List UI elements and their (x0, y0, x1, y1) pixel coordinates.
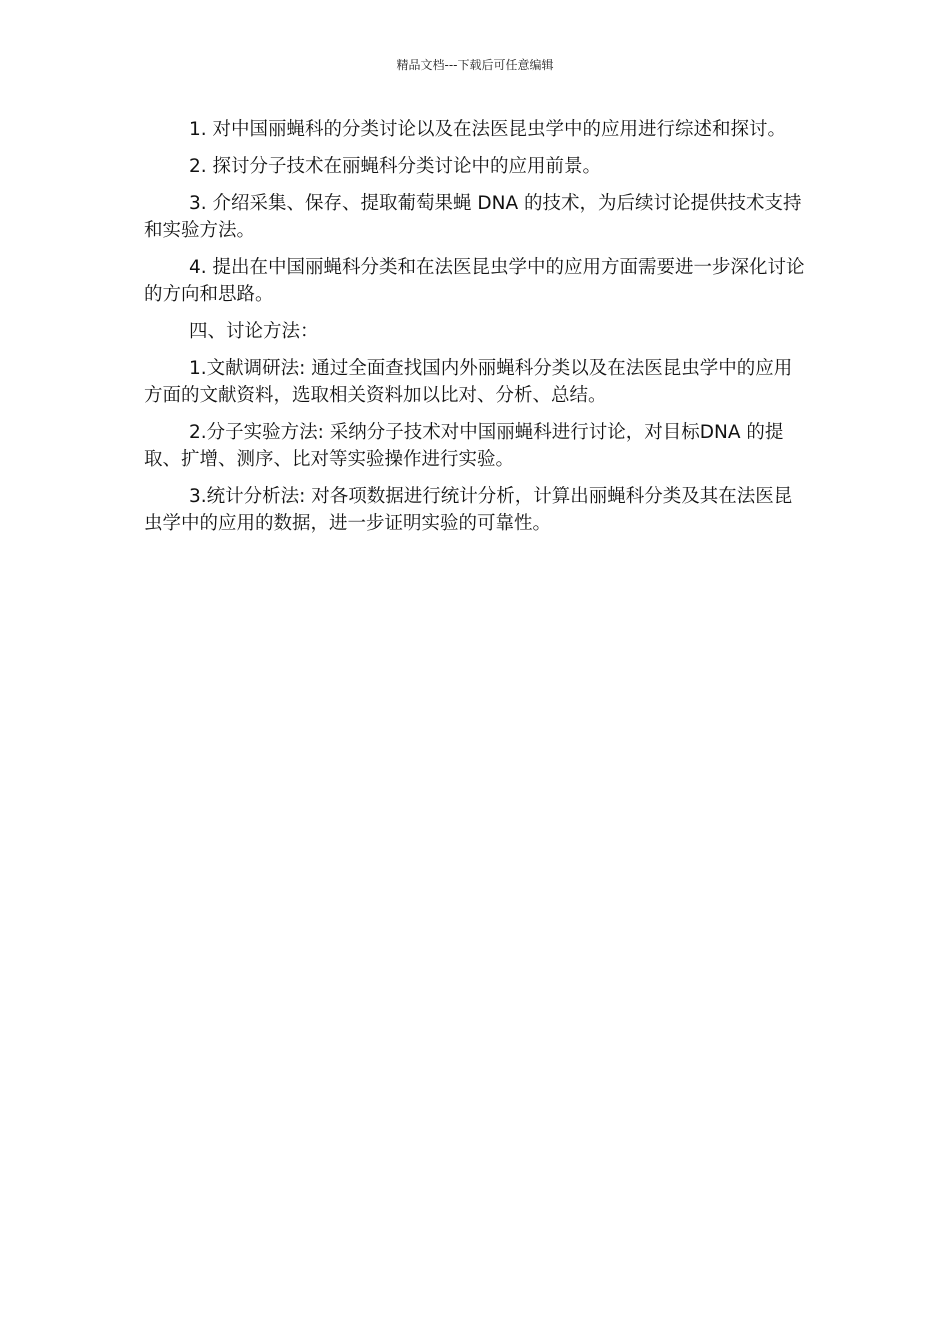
document-body (144, 116, 806, 547)
objective-item-3: 3. 介绍采集、保存、提取葡萄果蝇 DNA 的技术，为后续讨论提供技术支持和实验方法。 (144, 193, 802, 241)
objective-item-2: 2. 探讨分子技术在丽蝇科分类讨论中的应用前景。 (189, 156, 602, 177)
method-item-1: 1.文献调研法: 通过全面查找国内外丽蝇科分类以及在法医昆虫学中的应用方面的文献资料，选取相关资料加以比对、分析、总结。 (144, 358, 793, 406)
section-heading-methods: 四、讨论方法： (189, 321, 319, 342)
objective-item-4: 4. 提出在中国丽蝇科分类和在法医昆虫学中的应用方面需要进一步深化讨论的方向和思路。 (144, 257, 805, 305)
method-item-2: 2.分子实验方法: 采纳分子技术对中国丽蝇科进行讨论，对目标DNA 的提取、扩增、测序、比对等实验操作进行实验。 (144, 422, 784, 470)
objective-item-1: 1. 对中国丽蝇科的分类讨论以及在法医昆虫学中的应用进行综述和探讨。 (189, 119, 787, 140)
method-item-3: 3.统计分析法: 对各项数据进行统计分析，计算出丽蝇科分类及其在法医昆虫学中的应用的数据，进一步证明实验的可靠性。 (144, 486, 793, 534)
page-header: 精品文档---下载后可任意编辑 (396, 58, 554, 72)
